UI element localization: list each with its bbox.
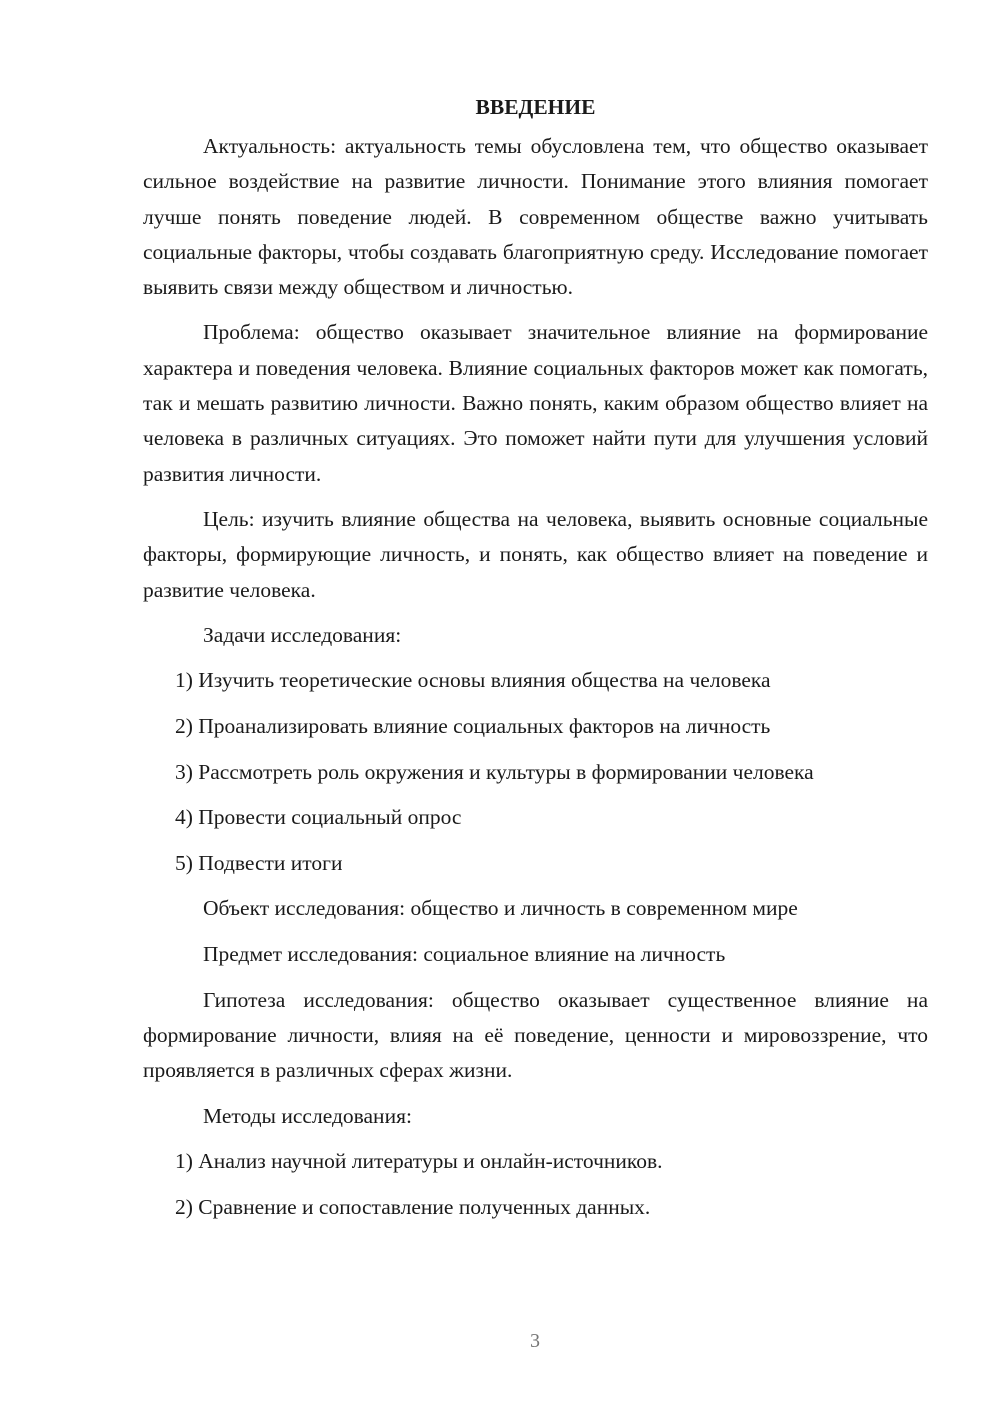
section-title: ВВЕДЕНИЕ [475,95,596,119]
page-number: 3 [530,1330,540,1352]
list-item: 5) Подвести итоги [175,850,343,875]
list-item: 1) Анализ научной литературы и онлайн-источников. [175,1149,663,1174]
methods-heading: Методы исследования: [203,1103,412,1128]
hypothesis-paragraph: Гипотеза исследования: общество оказывает существенное влияние на формирование личности, влияя на её поведение, ценности и мировоззрение, что проявляется в различных сферах жизни. [143,987,928,1083]
problem-paragraph: Проблема: общество оказывает значительное влияние на формирование характера и поведения человека. Влияние социальных факторов может как помогать, так и мешать развитию личности. Важно понять, каким образом общество влияет на человека в различных ситуациях. Это поможет найти пути для улучшения условий развития личности. [143,320,928,486]
goal-paragraph: Цель: изучить влияние общества на человека, выявить основные социальные факторы, формирующие личность, и понять, как общество влияет на поведение и развитие человека. [143,506,928,602]
list-item: 3) Рассмотреть роль окружения и культуры в формировании человека [175,759,814,784]
object-line: Объект исследования: общество и личность в современном мире [203,896,798,921]
subject-line: Предмет исследования: социальное влияние на личность [203,942,726,967]
methods-list [143,1144,928,1225]
list-item: 1) Изучить теоретические основы влияния общества на человека [175,668,771,693]
list-item: 2) Сравнение и сопоставление полученных данных. [175,1194,651,1219]
tasks-heading: Задачи исследования: [203,622,402,647]
document-page [143,90,928,1235]
list-item: 4) Провести социальный опрос [175,805,462,830]
list-item: 2) Проанализировать влияние социальных факторов на личность [175,714,771,739]
tasks-list [143,663,928,881]
relevance-paragraph: Актуальность: актуальность темы обусловлена тем, что общество оказывает сильное воздействие на развитие личности. Понимание этого влияния помогает лучше понять поведение людей. В современном обществе важно учитывать социальные факторы, чтобы создавать благоприятную среду. Исследование помогает выявить связи между обществом и личностью. [143,134,928,300]
